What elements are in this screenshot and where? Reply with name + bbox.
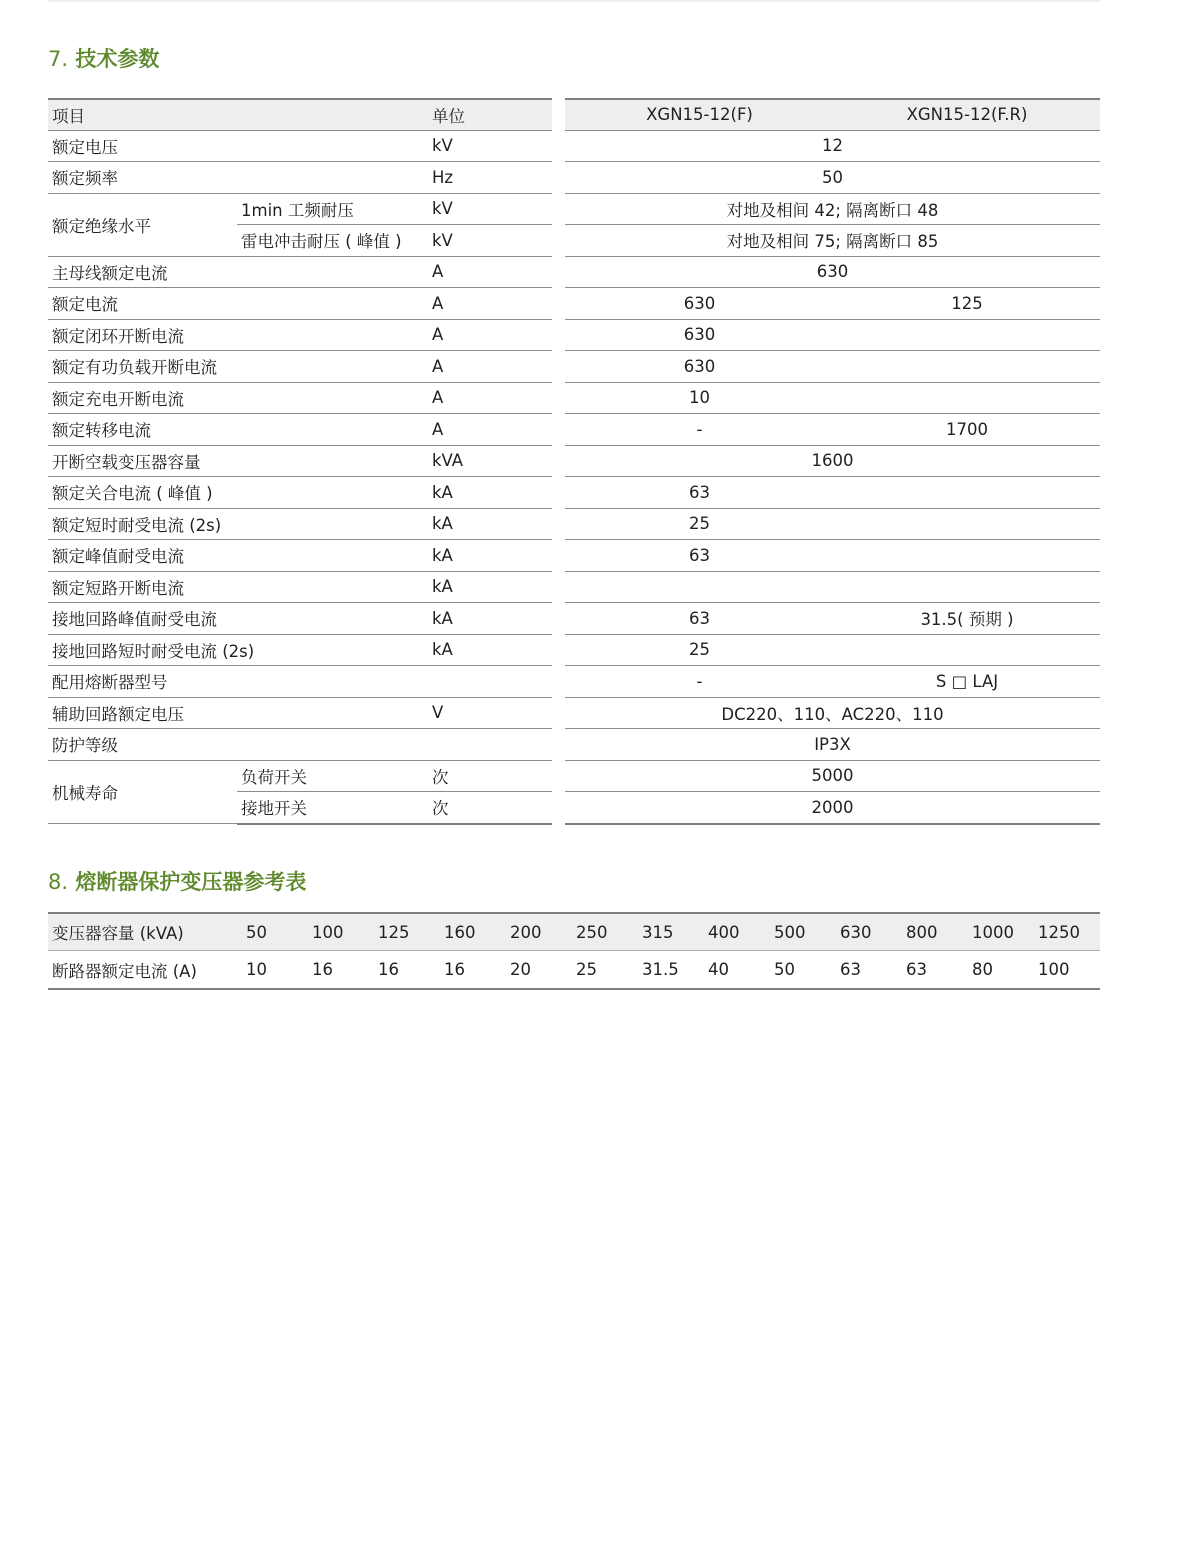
param-subitem: 负荷开关 <box>237 760 428 792</box>
value-cell: 2000 <box>565 792 1100 824</box>
section-7-title <box>48 45 159 73</box>
table-row <box>565 760 1100 792</box>
value-f: 63 <box>565 477 834 509</box>
capacity-cell: 630 <box>836 913 902 951</box>
table-row <box>48 571 552 603</box>
table-row <box>565 603 1100 635</box>
param-name: 额定关合电流 ( 峰值 ) <box>48 477 428 509</box>
row-label: 变压器容量 (kVA) <box>48 913 242 951</box>
value-fr <box>834 351 1100 383</box>
param-name: 额定充电开断电流 <box>48 382 428 414</box>
param-unit: kA <box>428 477 552 509</box>
param-name: 额定有功负载开断电流 <box>48 351 428 383</box>
param-unit: kV <box>428 130 552 162</box>
table-row <box>48 760 552 792</box>
param-name: 配用熔断器型号 <box>48 666 428 698</box>
param-name: 辅助回路额定电压 <box>48 697 428 729</box>
value-fr <box>834 382 1100 414</box>
table-row <box>48 666 552 698</box>
table-row <box>565 351 1100 383</box>
value-f <box>565 571 834 603</box>
value-fr <box>834 508 1100 540</box>
value-f: 630 <box>565 351 834 383</box>
table-row <box>48 697 552 729</box>
table-row <box>565 508 1100 540</box>
value-cell: DC220、110、AC220、110 <box>565 697 1100 729</box>
table-row <box>48 162 552 194</box>
value-f: 63 <box>565 603 834 635</box>
spec-parameter-table <box>48 98 552 825</box>
param-unit: Hz <box>428 162 552 194</box>
param-name: 额定频率 <box>48 162 428 194</box>
value-f: 630 <box>565 288 834 320</box>
section-title-text: 熔断器保护变压器参考表 <box>75 870 307 894</box>
param-name: 机械寿命 <box>48 760 237 824</box>
value-fr: S □ LAJ <box>834 666 1100 698</box>
table-row <box>48 256 552 288</box>
table-header-row <box>565 99 1100 130</box>
capacity-cell: 250 <box>572 913 638 951</box>
capacity-cell: 400 <box>704 913 770 951</box>
param-subitem: 1min 工频耐压 <box>237 193 428 225</box>
top-divider <box>48 0 1100 2</box>
capacity-cell: 500 <box>770 913 836 951</box>
param-unit: 次 <box>428 792 552 824</box>
table-row <box>48 193 552 225</box>
param-name: 接地回路峰值耐受电流 <box>48 603 428 635</box>
value-fr <box>834 634 1100 666</box>
param-unit: kV <box>428 225 552 257</box>
table-row <box>48 288 552 320</box>
current-cell: 20 <box>506 951 572 990</box>
current-cell: 31.5 <box>638 951 704 990</box>
current-cell: 50 <box>770 951 836 990</box>
capacity-cell: 50 <box>242 913 308 951</box>
header-model-f: XGN15-12(F) <box>565 99 834 130</box>
value-f: - <box>565 666 834 698</box>
value-cell: 12 <box>565 130 1100 162</box>
table-row <box>48 414 552 446</box>
capacity-cell: 315 <box>638 913 704 951</box>
value-fr: 1700 <box>834 414 1100 446</box>
param-unit: kA <box>428 634 552 666</box>
param-name: 额定转移电流 <box>48 414 428 446</box>
value-cell: 对地及相间 42; 隔离断口 48 <box>565 193 1100 225</box>
table-row <box>565 445 1100 477</box>
param-name: 防护等级 <box>48 729 428 761</box>
table-row <box>565 634 1100 666</box>
param-unit: kVA <box>428 445 552 477</box>
table-row <box>48 603 552 635</box>
section-number: 7. <box>48 47 69 71</box>
param-name: 额定峰值耐受电流 <box>48 540 428 572</box>
value-fr <box>834 540 1100 572</box>
param-name: 额定电流 <box>48 288 428 320</box>
table-row <box>565 697 1100 729</box>
value-f: - <box>565 414 834 446</box>
param-unit: V <box>428 697 552 729</box>
capacity-cell: 200 <box>506 913 572 951</box>
value-f: 10 <box>565 382 834 414</box>
capacity-cell: 100 <box>308 913 374 951</box>
table-row <box>565 162 1100 194</box>
value-f: 25 <box>565 508 834 540</box>
table-row <box>48 634 552 666</box>
table-row <box>565 130 1100 162</box>
current-cell: 16 <box>308 951 374 990</box>
table-row <box>565 225 1100 257</box>
current-cell: 16 <box>440 951 506 990</box>
table-row <box>565 477 1100 509</box>
table-row <box>48 508 552 540</box>
current-cell: 40 <box>704 951 770 990</box>
current-cell: 80 <box>968 951 1034 990</box>
table-row <box>565 414 1100 446</box>
header-unit: 单位 <box>428 99 552 130</box>
param-name: 额定闭环开断电流 <box>48 319 428 351</box>
param-unit: A <box>428 351 552 383</box>
table-row <box>565 540 1100 572</box>
capacity-cell: 1000 <box>968 913 1034 951</box>
table-row <box>48 913 1100 951</box>
param-name: 额定短时耐受电流 (2s) <box>48 508 428 540</box>
param-subitem: 接地开关 <box>237 792 428 824</box>
table-header-row <box>48 99 552 130</box>
table-row <box>48 382 552 414</box>
param-subitem: 雷电冲击耐压 ( 峰值 ) <box>237 225 428 257</box>
section-number: 8. <box>48 870 69 894</box>
param-unit <box>428 666 552 698</box>
capacity-cell: 160 <box>440 913 506 951</box>
param-unit <box>428 729 552 761</box>
value-fr <box>834 319 1100 351</box>
table-row <box>48 951 1100 990</box>
param-unit: A <box>428 382 552 414</box>
table-row <box>48 351 552 383</box>
fuse-reference-table <box>48 912 1100 990</box>
header-item: 项目 <box>48 99 428 130</box>
param-unit: kA <box>428 540 552 572</box>
spec-value-table <box>565 98 1100 825</box>
header-model-fr: XGN15-12(F.R) <box>834 99 1100 130</box>
param-name: 接地回路短时耐受电流 (2s) <box>48 634 428 666</box>
table-row <box>565 666 1100 698</box>
value-cell: 50 <box>565 162 1100 194</box>
section-title-text: 技术参数 <box>75 47 160 71</box>
table-row <box>565 319 1100 351</box>
value-f: 63 <box>565 540 834 572</box>
capacity-cell: 800 <box>902 913 968 951</box>
row-label: 断路器额定电流 (A) <box>48 951 242 990</box>
value-cell: 630 <box>565 256 1100 288</box>
current-cell: 16 <box>374 951 440 990</box>
table-row <box>565 382 1100 414</box>
param-unit: A <box>428 414 552 446</box>
table-row <box>48 477 552 509</box>
table-row <box>565 288 1100 320</box>
current-cell: 100 <box>1034 951 1100 990</box>
table-row <box>565 256 1100 288</box>
param-unit: kA <box>428 571 552 603</box>
param-unit: kV <box>428 193 552 225</box>
param-name: 额定电压 <box>48 130 428 162</box>
value-cell: 1600 <box>565 445 1100 477</box>
param-unit: 次 <box>428 760 552 792</box>
param-unit: A <box>428 256 552 288</box>
table-row <box>48 319 552 351</box>
value-fr: 31.5( 预期 ) <box>834 603 1100 635</box>
param-name: 主母线额定电流 <box>48 256 428 288</box>
capacity-cell: 125 <box>374 913 440 951</box>
value-fr <box>834 571 1100 603</box>
value-cell: IP3X <box>565 729 1100 761</box>
param-unit: A <box>428 319 552 351</box>
param-unit: kA <box>428 508 552 540</box>
value-f: 25 <box>565 634 834 666</box>
param-name: 额定绝缘水平 <box>48 193 237 256</box>
value-cell: 5000 <box>565 760 1100 792</box>
table-row <box>48 540 552 572</box>
table-row <box>48 445 552 477</box>
param-name: 额定短路开断电流 <box>48 571 428 603</box>
table-row <box>565 729 1100 761</box>
param-unit: kA <box>428 603 552 635</box>
current-cell: 10 <box>242 951 308 990</box>
table-row <box>565 792 1100 824</box>
current-cell: 63 <box>836 951 902 990</box>
value-fr: 125 <box>834 288 1100 320</box>
param-unit: A <box>428 288 552 320</box>
table-row <box>565 193 1100 225</box>
current-cell: 63 <box>902 951 968 990</box>
table-row <box>48 729 552 761</box>
capacity-cell: 1250 <box>1034 913 1100 951</box>
section-8-title <box>48 868 306 896</box>
table-row <box>565 571 1100 603</box>
value-fr <box>834 477 1100 509</box>
value-cell: 对地及相间 75; 隔离断口 85 <box>565 225 1100 257</box>
value-f: 630 <box>565 319 834 351</box>
param-name: 开断空载变压器容量 <box>48 445 428 477</box>
table-row <box>48 130 552 162</box>
current-cell: 25 <box>572 951 638 990</box>
